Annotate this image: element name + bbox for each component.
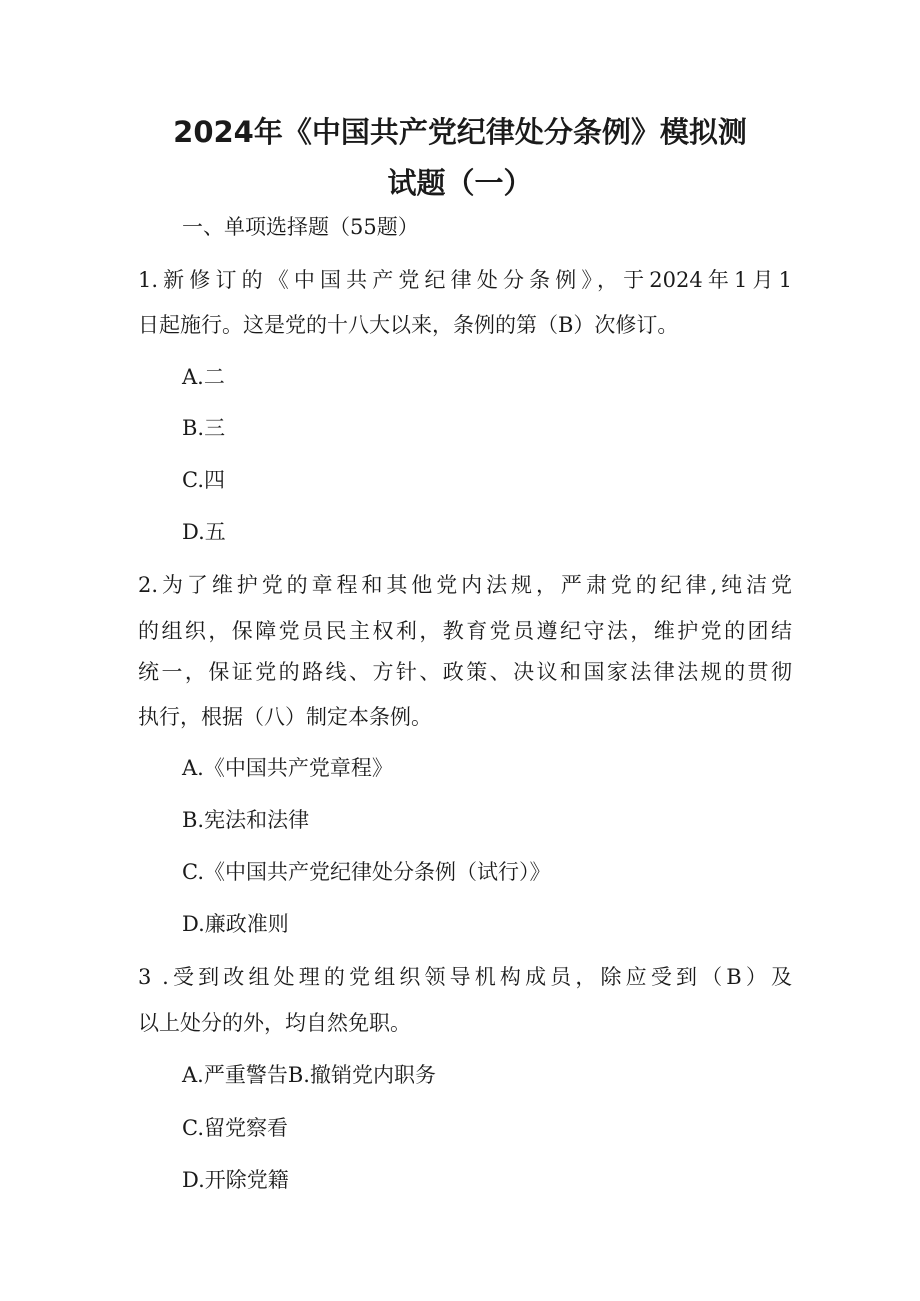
question-3-option-c: C.留党察看 — [182, 1116, 288, 1140]
question-3-option-d: D.开除党籍 — [182, 1168, 289, 1192]
question-3-line-1: 3 .受到改组处理的党组织领导机构成员，除应受到（B）及 — [138, 965, 792, 989]
question-1-line-2: 日起施行。这是党的十八大以来，条例的第（B）次修订。 — [138, 313, 679, 337]
question-1-option-d: D.五 — [182, 520, 226, 544]
question-2-line-1: 2.为了维护党的章程和其他党内法规，严肃党的纪律,纯洁党 — [138, 573, 792, 597]
page-title-line-2: 试题（一） — [387, 166, 533, 200]
question-2-option-a: A.《中国共产党章程》 — [182, 756, 393, 780]
question-3-option-a-b: A.严重警告B.撤销党内职务 — [182, 1063, 436, 1087]
question-2-line-3: 统一，保证党的路线、方针、政策、决议和国家法律法规的贯彻 — [138, 660, 792, 684]
question-2-option-c: C.《中国共产党纪律处分条例（试行）》 — [182, 860, 551, 884]
question-2-option-d: D.廉政准则 — [182, 912, 289, 936]
question-1-option-a: A.二 — [182, 365, 225, 389]
question-1-option-b: B.三 — [182, 416, 226, 440]
question-1-line-1: 1.新修订的《中国共产党纪律处分条例》，于2024年1月1 — [138, 268, 792, 292]
question-1-option-c: C.四 — [182, 468, 225, 492]
question-2-option-b: B.宪法和法律 — [182, 808, 310, 832]
question-2-line-2: 的组织，保障党员民主权利，教育党员遵纪守法，维护党的团结 — [138, 619, 792, 643]
question-2-line-4: 执行，根据（八）制定本条例。 — [138, 705, 432, 729]
page-title-line-1: 2024年《中国共产党纪律处分条例》模拟测 — [173, 115, 747, 149]
section-heading: 一、单项选择题（55题） — [182, 215, 419, 239]
question-3-line-2: 以上处分的外，均自然免职。 — [138, 1011, 411, 1035]
